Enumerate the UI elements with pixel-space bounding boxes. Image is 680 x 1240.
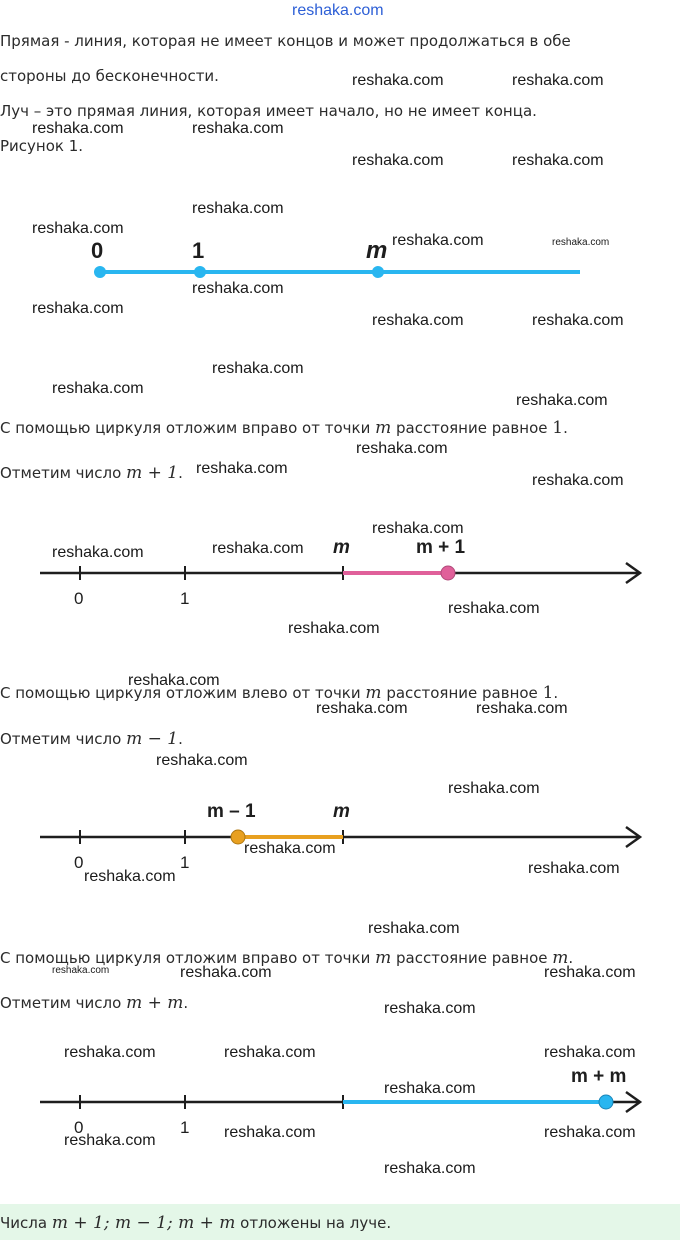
intro-line-2: стороны до бесконечности.	[0, 67, 219, 85]
watermark: reshaka.com	[192, 120, 284, 137]
label-1: 1	[180, 853, 190, 872]
watermark: reshaka.com	[392, 232, 484, 249]
point-m-plus-1	[441, 566, 455, 580]
watermark: reshaka.com	[512, 72, 604, 89]
watermark: reshaka.com	[224, 1124, 316, 1141]
watermark: reshaka.com	[384, 1160, 476, 1177]
step-3-mark	[0, 993, 188, 1013]
watermark: reshaka.com	[84, 868, 176, 885]
watermark: reshaka.com	[32, 220, 124, 237]
label-1: 1	[180, 1118, 190, 1137]
label-m-minus-1: m – 1	[207, 801, 256, 822]
watermark-top: reshaka.com	[292, 2, 384, 19]
figure-caption: Рисунок 1.	[0, 137, 84, 155]
label-0: 0	[91, 238, 104, 263]
watermark: reshaka.com	[532, 472, 624, 489]
point-m-minus-1	[231, 830, 245, 844]
label-m-plus-1: m + 1	[416, 537, 466, 558]
watermark: reshaka.com	[196, 460, 288, 477]
step-3-end: .	[568, 949, 574, 967]
watermark: reshaka.com	[32, 120, 124, 137]
label-0: 0	[74, 589, 84, 608]
figure-2-axis	[0, 530, 680, 610]
watermark: reshaka.com	[316, 700, 408, 717]
watermark: reshaka.com	[512, 152, 604, 169]
watermark: reshaka.com	[448, 780, 540, 797]
step-2-mark-prefix: Отметим число	[0, 730, 122, 748]
step-1-text-a: С помощью циркуля отложим вправо от точки	[0, 419, 371, 437]
watermark: reshaka.com	[372, 312, 464, 329]
step-3-mark-math: m + m	[126, 993, 184, 1013]
watermark: reshaka.com	[52, 544, 144, 561]
label-m: m	[333, 537, 350, 558]
watermark: reshaka.com	[368, 920, 460, 937]
step-2-end: .	[553, 684, 559, 702]
watermark: reshaka.com	[448, 600, 540, 617]
step-1-mark-math: m + 1	[126, 463, 179, 483]
step-1-var: m	[375, 418, 392, 438]
watermark: reshaka.com	[224, 1044, 316, 1061]
label-0: 0	[74, 1118, 84, 1137]
label-m: m	[333, 801, 350, 822]
watermark: reshaka.com	[212, 360, 304, 377]
step-1-text	[0, 418, 568, 438]
conclusion-suffix: отложены на луче.	[240, 1214, 392, 1232]
step-1-mark-end: .	[178, 464, 183, 482]
point-m-plus-m	[599, 1095, 613, 1109]
watermark: reshaka.com	[372, 520, 464, 537]
step-2-text-a: С помощью циркуля отложим влево от точки	[0, 684, 361, 702]
step-2-mark-math: m − 1	[126, 729, 179, 749]
label-1: 1	[180, 589, 190, 608]
watermark: reshaka.com	[552, 237, 610, 248]
watermark: reshaka.com	[476, 700, 568, 717]
watermark: reshaka.com	[156, 752, 248, 769]
conclusion-prefix: Числа	[0, 1214, 48, 1232]
watermark: reshaka.com	[352, 72, 444, 89]
watermark: reshaka.com	[128, 672, 220, 689]
watermark: reshaka.com	[64, 1132, 156, 1149]
conclusion-text	[0, 1213, 391, 1233]
watermark: reshaka.com	[192, 200, 284, 217]
watermark: reshaka.com	[52, 380, 144, 397]
label-m: m	[366, 237, 388, 264]
watermark: reshaka.com	[192, 280, 284, 297]
step-3-mark-prefix: Отметим число	[0, 994, 122, 1012]
conclusion-math: m + 1; m − 1; m + m	[51, 1213, 236, 1233]
watermark: reshaka.com	[180, 964, 272, 981]
step-2-var: m	[365, 683, 382, 703]
step-2-text-b: расстояние равное	[386, 684, 538, 702]
step-1-mark	[0, 463, 183, 483]
point-m	[372, 266, 384, 278]
intro-line-1: Прямая - линия, которая не имеет концов и может продолжаться в обе	[0, 32, 571, 50]
watermark: reshaka.com	[384, 1000, 476, 1017]
label-0: 0	[74, 853, 84, 872]
step-3-mark-end: .	[183, 994, 189, 1012]
watermark: reshaka.com	[52, 965, 110, 976]
label-1: 1	[192, 238, 205, 263]
watermark: reshaka.com	[544, 1124, 636, 1141]
step-1-num: 1	[552, 418, 564, 438]
intro-line-3: Луч – это прямая линия, которая имеет начало, но не имеет конца.	[0, 102, 537, 120]
watermark: reshaka.com	[244, 840, 336, 857]
point-1	[194, 266, 206, 278]
step-2-mark	[0, 729, 183, 749]
step-2-num: 1	[542, 683, 554, 703]
watermark: reshaka.com	[528, 860, 620, 877]
step-3-text-b: расстояние равное	[396, 949, 548, 967]
watermark: reshaka.com	[544, 1044, 636, 1061]
watermark: reshaka.com	[384, 1080, 476, 1097]
watermark: reshaka.com	[352, 152, 444, 169]
step-2-text	[0, 683, 558, 703]
watermark: reshaka.com	[516, 392, 608, 409]
point-0	[94, 266, 106, 278]
watermark: reshaka.com	[356, 440, 448, 457]
step-3-var: m	[375, 948, 392, 968]
step-2-mark-end: .	[178, 730, 183, 748]
watermark: reshaka.com	[288, 620, 380, 637]
step-1-text-b: расстояние равное	[396, 419, 548, 437]
watermark: reshaka.com	[544, 964, 636, 981]
watermark: reshaka.com	[64, 1044, 156, 1061]
label-m-plus-m: m + m	[571, 1066, 627, 1087]
step-1-mark-prefix: Отметим число	[0, 464, 122, 482]
step-3-num: m	[552, 948, 569, 968]
step-3-text-a: С помощью циркуля отложим вправо от точки	[0, 949, 371, 967]
watermark: reshaka.com	[532, 312, 624, 329]
watermark: reshaka.com	[32, 300, 124, 317]
watermark: reshaka.com	[212, 540, 304, 557]
step-1-end: .	[563, 419, 568, 437]
